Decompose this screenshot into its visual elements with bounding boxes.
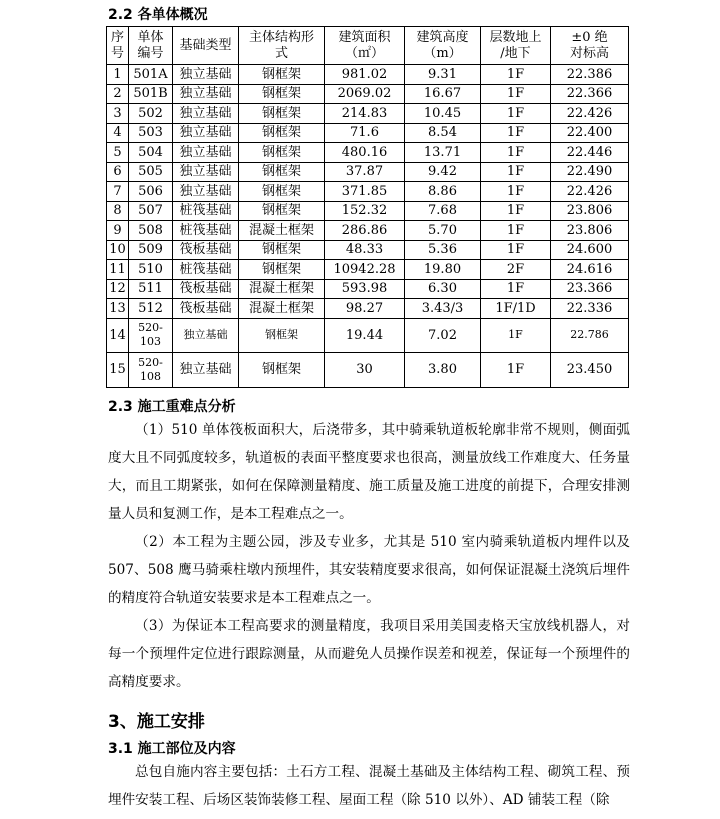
table-cell: 1F	[481, 123, 551, 143]
table-cell: 286.86	[325, 221, 405, 241]
table-row	[107, 104, 629, 124]
table-cell: 8.86	[405, 182, 481, 202]
table-cell: 22.336	[551, 299, 629, 319]
table-cell: 混凝土框架	[239, 221, 325, 241]
table-cell: 24.616	[551, 260, 629, 280]
table-cell: 1F/1D	[481, 299, 551, 319]
table-cell: 9.31	[405, 65, 481, 85]
table-cell: 1F	[481, 143, 551, 163]
table-cell: 钢框架	[239, 162, 325, 182]
header-cell: 基础类型	[173, 27, 239, 65]
table-cell: 11	[107, 260, 129, 280]
table-cell: 独立基础	[173, 143, 239, 163]
paragraph-1: （1）510 单体筏板面积大，后浇带多，其中骑乘轨道板轮廓非常不规则，侧面弧度大且不同弧度较多，轨道板的表面平整度要求也很高，测量放线工作难度大、任务量大，而且工期紧张，如何在保障测量精度、施工质量及施工进度的前提下，合理安排测量人员和复测工作，是本工程难点之一。	[108, 422, 630, 522]
table-cell: 钢框架	[239, 143, 325, 163]
table-cell: 512	[129, 299, 173, 319]
table-cell: 10	[107, 240, 129, 260]
paragraph-2: （2）本工程为主题公园，涉及专业多，尤其是 510 室内骑乘轨道板内埋件以及 507、508 鹰马骑乘柱墩内预埋件，其安装精度要求很高，如何保证混凝土浇筑后埋件的精度符合轨道安装要求是本工程难点之一。	[108, 534, 630, 606]
header-cell: 序 号	[107, 27, 129, 65]
table-cell: 504	[129, 143, 173, 163]
table-cell: 1F	[481, 221, 551, 241]
table-cell: 14	[107, 318, 129, 353]
table-cell: 22.786	[551, 318, 629, 353]
table-cell: 1	[107, 65, 129, 85]
table-cell: 19.80	[405, 260, 481, 280]
table-row	[107, 123, 629, 143]
table-cell: 2	[107, 84, 129, 104]
table-cell: 3.43/3	[405, 299, 481, 319]
table-row	[107, 182, 629, 202]
table-row	[107, 299, 629, 319]
table-row	[107, 84, 629, 104]
header-cell: 单体 编号	[129, 27, 173, 65]
table-cell: 23.806	[551, 201, 629, 221]
section-2-3-title: 2.3 施工重难点分析	[108, 399, 236, 415]
table-row	[107, 353, 629, 388]
table-cell: 混凝土框架	[239, 299, 325, 319]
table-cell: 钢框架	[239, 318, 325, 353]
table-cell: 510	[129, 260, 173, 280]
table-cell: 1F	[481, 240, 551, 260]
table-cell: 37.87	[325, 162, 405, 182]
table-cell: 506	[129, 182, 173, 202]
section-3-1-title: 3.1 施工部位及内容	[108, 741, 236, 757]
table-cell: 筏板基础	[173, 240, 239, 260]
table-cell: 22.490	[551, 162, 629, 182]
table-cell: 509	[129, 240, 173, 260]
table-cell: 152.32	[325, 201, 405, 221]
table-cell: 12	[107, 279, 129, 299]
table-cell: 4	[107, 123, 129, 143]
table-cell: 15	[107, 353, 129, 388]
table-cell: 钢框架	[239, 240, 325, 260]
table-cell: 1F	[481, 201, 551, 221]
table-cell: 23.450	[551, 353, 629, 388]
table-row	[107, 143, 629, 163]
paragraph-3: （3）为保证本工程高要求的测量精度，我项目采用美国麦格天宝放线机器人，对每一个预埋件定位进行跟踪测量，从而避免人员操作误差和视差，保证每一个预埋件的高精度要求。	[108, 618, 630, 690]
section-3-1-body	[108, 758, 630, 814]
table-cell: 13.71	[405, 143, 481, 163]
table-cell: 独立基础	[173, 318, 239, 353]
table-cell: 钢框架	[239, 104, 325, 124]
table-cell: 22.386	[551, 65, 629, 85]
table-cell: 3.80	[405, 353, 481, 388]
table-cell: 22.446	[551, 143, 629, 163]
table-cell: 2069.02	[325, 84, 405, 104]
table-cell: 6	[107, 162, 129, 182]
header-cell: 建筑面积 （㎡）	[325, 27, 405, 65]
table-row	[107, 260, 629, 280]
table-cell: 501B	[129, 84, 173, 104]
table-cell: 511	[129, 279, 173, 299]
table-cell: 3	[107, 104, 129, 124]
table-cell: 71.6	[325, 123, 405, 143]
table-cell: 371.85	[325, 182, 405, 202]
table-cell: 桩筏基础	[173, 221, 239, 241]
table-cell: 8	[107, 201, 129, 221]
header-cell: ±0 绝 对标高	[551, 27, 629, 65]
table-header-row	[107, 27, 629, 65]
table-cell: 钢框架	[239, 201, 325, 221]
table-cell: 混凝土框架	[239, 279, 325, 299]
table-row	[107, 240, 629, 260]
table-cell: 7.02	[405, 318, 481, 353]
table-row	[107, 162, 629, 182]
table-cell: 501A	[129, 65, 173, 85]
table-cell: 13	[107, 299, 129, 319]
table-cell: 502	[129, 104, 173, 124]
table-cell: 独立基础	[173, 182, 239, 202]
table-cell: 10.45	[405, 104, 481, 124]
table-cell: 48.33	[325, 240, 405, 260]
table-cell: 2F	[481, 260, 551, 280]
table-cell: 独立基础	[173, 162, 239, 182]
table-row	[107, 201, 629, 221]
table-cell: 214.83	[325, 104, 405, 124]
table-cell: 24.600	[551, 240, 629, 260]
table-cell: 5.36	[405, 240, 481, 260]
table-cell: 独立基础	[173, 104, 239, 124]
table-cell: 505	[129, 162, 173, 182]
paragraph-3-1: 总包自施内容主要包括：土石方工程、混凝土基础及主体结构工程、砌筑工程、预埋件安装工程、后场区装饰装修工程、屋面工程（除 510 以外）、AD 铺装工程（除	[108, 764, 630, 808]
table-cell: 钢框架	[239, 84, 325, 104]
table-cell: 480.16	[325, 143, 405, 163]
table-cell: 7.68	[405, 201, 481, 221]
table-row	[107, 279, 629, 299]
table-cell: 16.67	[405, 84, 481, 104]
table-cell: 钢框架	[239, 123, 325, 143]
table-cell: 9.42	[405, 162, 481, 182]
table-cell: 1F	[481, 279, 551, 299]
header-cell: 层数地上 /地下	[481, 27, 551, 65]
table-cell: 22.366	[551, 84, 629, 104]
section-2-3-body	[108, 416, 630, 696]
table-cell: 1F	[481, 65, 551, 85]
table-cell: 10942.28	[325, 260, 405, 280]
table-cell: 22.426	[551, 182, 629, 202]
table-cell: 钢框架	[239, 353, 325, 388]
building-overview-table	[106, 26, 629, 388]
table-cell: 筏板基础	[173, 279, 239, 299]
table-cell: 1F	[481, 84, 551, 104]
table-cell: 22.400	[551, 123, 629, 143]
table-cell: 9	[107, 221, 129, 241]
table-cell: 520- 108	[129, 353, 173, 388]
table-cell: 独立基础	[173, 84, 239, 104]
table-cell: 981.02	[325, 65, 405, 85]
table-cell: 1F	[481, 182, 551, 202]
table-cell: 8.54	[405, 123, 481, 143]
table-cell: 1F	[481, 318, 551, 353]
table-cell: 桩筏基础	[173, 201, 239, 221]
table-cell: 503	[129, 123, 173, 143]
table-cell: 23.806	[551, 221, 629, 241]
table-cell: 1F	[481, 353, 551, 388]
table-cell: 钢框架	[239, 260, 325, 280]
table-cell: 520- 103	[129, 318, 173, 353]
table-cell: 独立基础	[173, 353, 239, 388]
table-cell: 19.44	[325, 318, 405, 353]
table-row	[107, 318, 629, 353]
section-3-title: 3、施工安排	[108, 712, 205, 732]
table-cell: 6.30	[405, 279, 481, 299]
table-cell: 钢框架	[239, 65, 325, 85]
table-cell: 508	[129, 221, 173, 241]
table-row	[107, 65, 629, 85]
table-cell: 桩筏基础	[173, 260, 239, 280]
section-2-2-title: 2.2 各单体概况	[108, 7, 208, 23]
table-row	[107, 221, 629, 241]
table-cell: 1F	[481, 104, 551, 124]
table-cell: 507	[129, 201, 173, 221]
table-cell: 1F	[481, 162, 551, 182]
header-cell: 建筑高度 （m）	[405, 27, 481, 65]
table-cell: 22.426	[551, 104, 629, 124]
table-cell: 593.98	[325, 279, 405, 299]
table-cell: 7	[107, 182, 129, 202]
table-cell: 30	[325, 353, 405, 388]
table-cell: 独立基础	[173, 123, 239, 143]
header-cell: 主体结构形 式	[239, 27, 325, 65]
table-cell: 筏板基础	[173, 299, 239, 319]
table-cell: 5	[107, 143, 129, 163]
table-cell: 98.27	[325, 299, 405, 319]
table-cell: 钢框架	[239, 182, 325, 202]
table-cell: 5.70	[405, 221, 481, 241]
table-cell: 独立基础	[173, 65, 239, 85]
table-cell: 23.366	[551, 279, 629, 299]
